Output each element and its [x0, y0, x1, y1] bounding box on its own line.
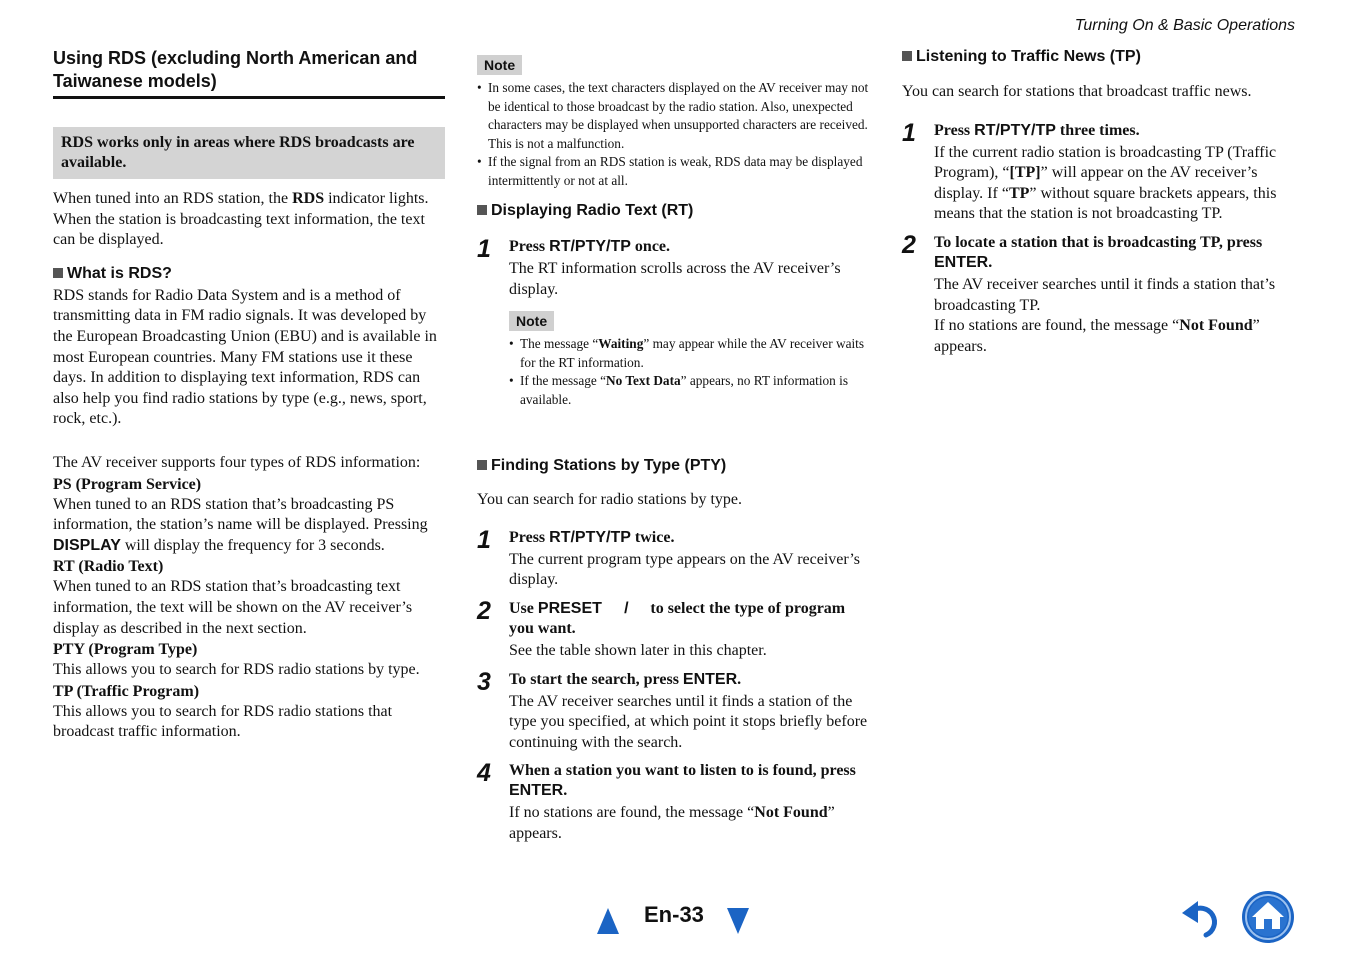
section-heading: Using RDS (excluding North American and Taiwanese models): [53, 47, 445, 99]
ps-text: When tuned to an RDS station that’s broadcasting PS information, the station’s name will be displayed. Pressing DISPLAY will display the frequency for 3 seconds.: [53, 495, 428, 554]
rt-step-1: [477, 237, 870, 409]
tp-intro: You can search for stations that broadcast traffic news.: [902, 83, 1252, 100]
note-list: [477, 79, 870, 190]
step-text: The current program type appears on the AV receiver’s display.: [509, 550, 860, 589]
intro-paragraph: When tuned into an RDS station, the RDS indicator lights. When the station is broadcasting text information, the text can be displayed.: [53, 190, 429, 249]
step-text: See the table shown later in this chapter.: [509, 641, 767, 659]
back-arrow-icon[interactable]: [1180, 897, 1228, 939]
home-icon[interactable]: [1241, 890, 1295, 944]
pty-label: PTY (Program Type): [53, 641, 198, 659]
pty-step-2: [477, 596, 870, 662]
step-title: To start the search, press ENTER.: [509, 670, 742, 688]
square-bullet-icon: [902, 51, 912, 61]
next-page-icon[interactable]: [727, 908, 749, 934]
what-is-rds-text: RDS stands for Radio Data System and is a method of transmitting data in FM radio signals. It was developed by the European Broadcasting Union (EBU) and is available in most European countries. Many FM stations use it these days. In addition to displaying text information, RDS can also help you find radio stations by type (e.g., news, sport, rock, etc.).: [53, 286, 437, 428]
step-title: Use PRESET / to select the type of program you want.: [509, 599, 846, 637]
step-number: 1: [477, 235, 491, 263]
step-title: When a station you want to listen to is found, press ENTER.: [509, 762, 856, 800]
tp-section-heading: Listening to Traffic News (TP): [902, 47, 1295, 67]
step-text: The AV receiver searches until it finds a station of the type you specified, at which point it stops briefly before continuing with the search.: [509, 692, 868, 751]
step-title: Press RT/PTY/TP once.: [509, 238, 671, 255]
step-title: Press RT/PTY/TP twice.: [509, 528, 675, 546]
tp-step-1: [902, 118, 1295, 225]
pty-step-3: [477, 667, 870, 754]
step-title: To locate a station that is broadcasting TP, press ENTER.: [934, 233, 1263, 271]
step-number: 4: [477, 759, 491, 788]
column-right: [902, 47, 1295, 357]
what-is-rds-heading: What is RDS?: [53, 264, 445, 284]
square-bullet-icon: [53, 268, 63, 278]
column-left: [53, 47, 445, 743]
square-bullet-icon: [477, 205, 487, 215]
pty-intro: You can search for radio stations by type.: [477, 491, 742, 509]
running-header: Turning On & Basic Operations: [1074, 17, 1295, 34]
square-bullet-icon: [477, 460, 487, 470]
supports-text: The AV receiver supports four types of RDS information:: [53, 453, 421, 471]
previous-page-icon[interactable]: [597, 908, 619, 934]
pty-text: This allows you to search for RDS radio stations by type.: [53, 661, 420, 679]
rt-section-heading: Displaying Radio Text (RT): [477, 201, 870, 221]
step-number: 2: [902, 230, 916, 259]
step-text: The RT information scrolls across the AV receiver’s display.: [509, 260, 841, 298]
pty-step-4: [477, 761, 870, 844]
ps-label: PS (Program Service): [53, 475, 202, 493]
rt-text: When tuned to an RDS station that’s broadcasting text information, the text will be shown on the AV receiver’s display as described in the next section.: [53, 578, 413, 637]
step-number: 1: [902, 118, 916, 147]
pty-section-heading: Finding Stations by Type (PTY): [477, 456, 870, 476]
callout-box: RDS works only in areas where RDS broadcasts are available.: [53, 127, 445, 179]
step-text: If the current radio station is broadcasting TP (Traffic Program), “[TP]” will appear on the AV receiver’s display. If “TP” without square brackets appears, this means that the station is not broadcasting TP.: [934, 143, 1277, 223]
note-label: Note: [509, 311, 554, 331]
step-title: Press RT/PTY/TP three times.: [934, 121, 1140, 139]
tp-text: This allows you to search for RDS radio stations that broadcast traffic information.: [53, 702, 393, 741]
step-text: If no stations are found, the message “Not Found” appears.: [509, 804, 835, 842]
step-text: The AV receiver searches until it finds a station that’s broadcasting TP.: [934, 275, 1276, 314]
rds-indicator-label: RDS: [292, 190, 325, 207]
column-middle: [477, 55, 870, 845]
note-label: Note: [477, 55, 522, 75]
pty-step-1: [477, 525, 870, 591]
step-number: 2: [477, 596, 491, 625]
page-number: En-33: [644, 902, 704, 927]
step-text: If no stations are found, the message “Not Found” appears.: [934, 317, 1260, 355]
step-number: 3: [477, 667, 491, 696]
note-item: • The message “Waiting” may appear while the AV receiver waits for the RT information.: [509, 335, 870, 372]
note-item: • In some cases, the text characters displayed on the AV receiver may not be identical to those broadcast by the radio station. Also, unexpected characters may be displayed when unsupported characters are received. This is not a malfunction.: [477, 79, 870, 153]
rt-label: RT (Radio Text): [53, 558, 164, 576]
note-list: [509, 335, 870, 409]
tp-label: TP (Traffic Program): [53, 682, 200, 700]
note-item: • If the message “No Text Data” appears, no RT information is available.: [509, 372, 870, 409]
step-number: 1: [477, 525, 491, 554]
tp-step-2: [902, 230, 1295, 357]
note-item: • If the signal from an RDS station is weak, RDS data may be displayed intermittently or not at all.: [477, 153, 870, 190]
